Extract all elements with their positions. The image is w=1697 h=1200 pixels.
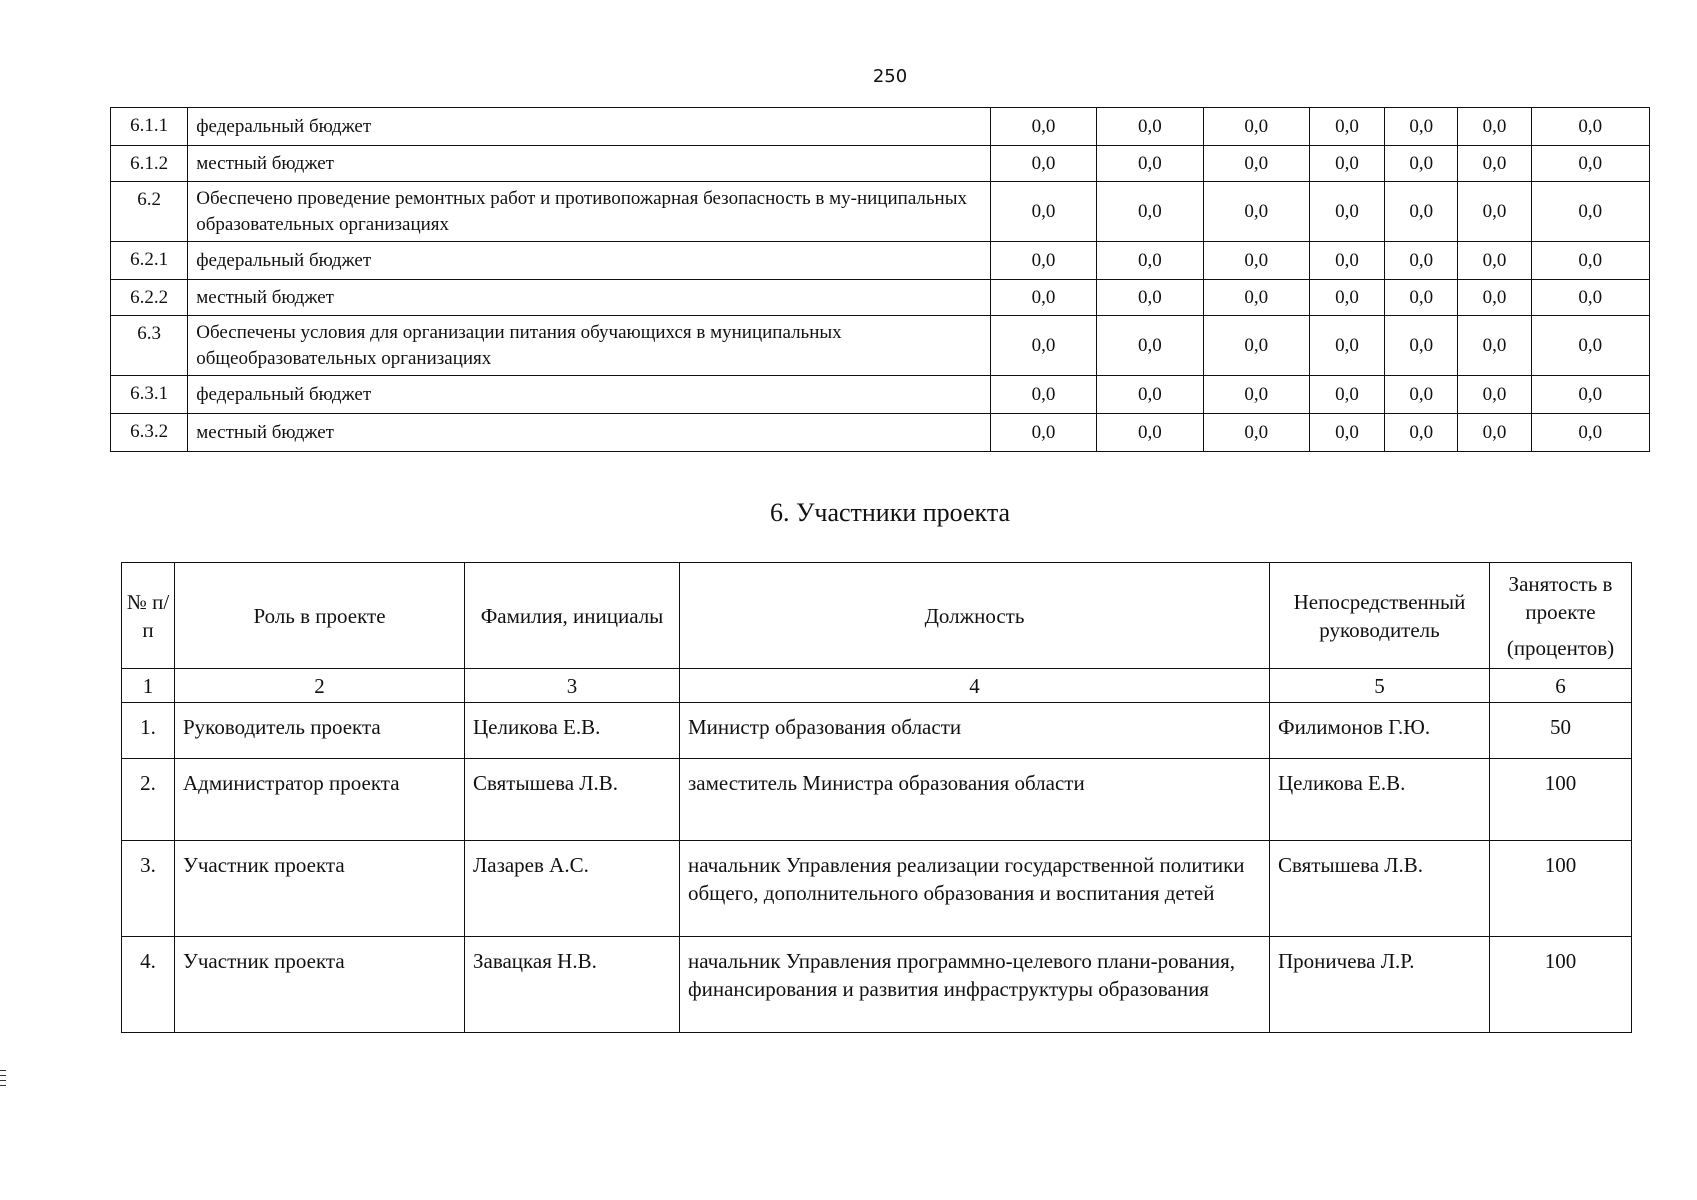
budget-value: 0,0 <box>1458 414 1531 452</box>
header-num: № п/п <box>122 563 175 669</box>
budget-value: 0,0 <box>1458 376 1531 414</box>
budget-row-name: Обеспечено проведение ремонтных работ и противопожарная безопасность в му-ниципальных образовательных организациях <box>188 182 991 242</box>
budget-value: 0,0 <box>990 146 1096 182</box>
budget-row-name: федеральный бюджет <box>188 376 991 414</box>
header-supervisor: Непосредственный руководитель <box>1270 563 1490 669</box>
budget-value: 0,0 <box>1203 376 1309 414</box>
budget-value: 0,0 <box>1458 182 1531 242</box>
budget-value: 0,0 <box>1385 108 1458 146</box>
budget-value: 0,0 <box>990 376 1096 414</box>
participant-name: Завацкая Н.В. <box>465 937 680 1033</box>
budget-value: 0,0 <box>1203 316 1309 376</box>
column-number: 4 <box>680 669 1270 703</box>
budget-row <box>111 182 1650 242</box>
budget-value: 0,0 <box>1309 182 1384 242</box>
budget-row-name: Обеспечены условия для организации питания обучающихся в муниципальных общеобразовательных организациях <box>188 316 991 376</box>
participant-position: начальник Управления программно-целевого плани-рования, финансирования и развития инфраструктуры образования <box>680 937 1270 1033</box>
participant-name: Святышева Л.В. <box>465 759 680 841</box>
budget-value: 0,0 <box>1097 182 1203 242</box>
participants-table <box>121 562 1632 1033</box>
budget-row-name: федеральный бюджет <box>188 108 991 146</box>
budget-value: 0,0 <box>1531 316 1649 376</box>
budget-row <box>111 376 1650 414</box>
budget-row-name: местный бюджет <box>188 146 991 182</box>
budget-row-code: 6.2.2 <box>111 280 188 316</box>
budget-value: 0,0 <box>1309 316 1384 376</box>
budget-table-body <box>111 108 1650 452</box>
participant-num: 1. <box>122 703 175 759</box>
budget-value: 0,0 <box>1203 280 1309 316</box>
participant-row <box>122 937 1632 1033</box>
participants-table-body <box>122 703 1632 1033</box>
budget-row-name: местный бюджет <box>188 280 991 316</box>
budget-row <box>111 316 1650 376</box>
budget-row <box>111 108 1650 146</box>
budget-value: 0,0 <box>1203 182 1309 242</box>
participant-role: Участник проекта <box>175 841 465 937</box>
budget-value: 0,0 <box>1531 182 1649 242</box>
participant-position: Министр образования области <box>680 703 1270 759</box>
participant-employment: 100 <box>1490 841 1632 937</box>
participant-employment: 50 <box>1490 703 1632 759</box>
budget-table <box>110 107 1650 452</box>
participant-supervisor: Целикова Е.В. <box>1270 759 1490 841</box>
budget-value: 0,0 <box>1458 242 1531 280</box>
budget-row-code: 6.2 <box>111 182 188 242</box>
header-employment-line1: Занятость в проекте <box>1508 571 1613 624</box>
column-number: 1 <box>122 669 175 703</box>
budget-row <box>111 280 1650 316</box>
budget-value: 0,0 <box>1309 242 1384 280</box>
budget-value: 0,0 <box>1309 376 1384 414</box>
header-employment <box>1490 563 1632 669</box>
margin-mark <box>0 1075 6 1076</box>
budget-value: 0,0 <box>1097 146 1203 182</box>
section-title: 6. Участники проекта <box>769 498 1011 527</box>
budget-row-code: 6.3.2 <box>111 414 188 452</box>
budget-value: 0,0 <box>1097 242 1203 280</box>
participant-position: начальник Управления реализации государственной политики общего, дополнительного образования и воспитания детей <box>680 841 1270 937</box>
budget-value: 0,0 <box>990 182 1096 242</box>
budget-row <box>111 146 1650 182</box>
budget-row-code: 6.2.1 <box>111 242 188 280</box>
participant-role: Участник проекта <box>175 937 465 1033</box>
participant-position: заместитель Министра образования области <box>680 759 1270 841</box>
participant-num: 2. <box>122 759 175 841</box>
column-number: 2 <box>175 669 465 703</box>
budget-value: 0,0 <box>1309 280 1384 316</box>
budget-value: 0,0 <box>1531 242 1649 280</box>
budget-value: 0,0 <box>1309 414 1384 452</box>
budget-value: 0,0 <box>990 316 1096 376</box>
header-name: Фамилия, инициалы <box>465 563 680 669</box>
budget-value: 0,0 <box>1097 414 1203 452</box>
budget-value: 0,0 <box>1203 108 1309 146</box>
budget-value: 0,0 <box>1203 242 1309 280</box>
budget-value: 0,0 <box>1385 146 1458 182</box>
budget-value: 0,0 <box>1385 280 1458 316</box>
margin-mark <box>0 1070 6 1071</box>
budget-value: 0,0 <box>990 242 1096 280</box>
budget-value: 0,0 <box>1531 146 1649 182</box>
budget-value: 0,0 <box>1458 146 1531 182</box>
participants-header-row <box>122 563 1632 669</box>
participant-employment: 100 <box>1490 937 1632 1033</box>
budget-value: 0,0 <box>1203 146 1309 182</box>
budget-row <box>111 414 1650 452</box>
budget-value: 0,0 <box>1531 280 1649 316</box>
margin-mark <box>0 1080 6 1081</box>
participant-num: 4. <box>122 937 175 1033</box>
budget-row-code: 6.3.1 <box>111 376 188 414</box>
budget-value: 0,0 <box>1097 108 1203 146</box>
budget-value: 0,0 <box>1458 108 1531 146</box>
participant-row <box>122 759 1632 841</box>
participant-name: Целикова Е.В. <box>465 703 680 759</box>
header-role: Роль в проекте <box>175 563 465 669</box>
budget-row-code: 6.3 <box>111 316 188 376</box>
budget-value: 0,0 <box>1385 376 1458 414</box>
header-employment-line2: (процентов) <box>1506 635 1615 660</box>
budget-value: 0,0 <box>990 108 1096 146</box>
budget-value: 0,0 <box>1097 316 1203 376</box>
participant-supervisor: Филимонов Г.Ю. <box>1270 703 1490 759</box>
participant-row <box>122 703 1632 759</box>
budget-row-name: местный бюджет <box>188 414 991 452</box>
participant-row <box>122 841 1632 937</box>
budget-value: 0,0 <box>1458 316 1531 376</box>
budget-value: 0,0 <box>1203 414 1309 452</box>
header-position: Должность <box>680 563 1270 669</box>
budget-row-code: 6.1.1 <box>111 108 188 146</box>
participant-supervisor: Святышева Л.В. <box>1270 841 1490 937</box>
column-number: 5 <box>1270 669 1490 703</box>
budget-row <box>111 242 1650 280</box>
budget-value: 0,0 <box>1097 280 1203 316</box>
budget-value: 0,0 <box>1531 376 1649 414</box>
participant-name: Лазарев А.С. <box>465 841 680 937</box>
participant-num: 3. <box>122 841 175 937</box>
column-number: 3 <box>465 669 680 703</box>
budget-value: 0,0 <box>1458 280 1531 316</box>
budget-value: 0,0 <box>1097 376 1203 414</box>
budget-value: 0,0 <box>990 280 1096 316</box>
budget-row-code: 6.1.2 <box>111 146 188 182</box>
budget-value: 0,0 <box>1531 108 1649 146</box>
participant-role: Администратор проекта <box>175 759 465 841</box>
budget-value: 0,0 <box>1385 316 1458 376</box>
participant-supervisor: Проничева Л.Р. <box>1270 937 1490 1033</box>
budget-value: 0,0 <box>1385 242 1458 280</box>
budget-value: 0,0 <box>990 414 1096 452</box>
budget-value: 0,0 <box>1385 414 1458 452</box>
column-numbers-row <box>122 669 1632 703</box>
page-number: 250 <box>872 66 908 87</box>
participant-employment: 100 <box>1490 759 1632 841</box>
margin-mark <box>0 1085 6 1086</box>
column-number: 6 <box>1490 669 1632 703</box>
budget-value: 0,0 <box>1309 108 1384 146</box>
margin-marks <box>0 1070 8 1190</box>
participant-role: Руководитель проекта <box>175 703 465 759</box>
budget-value: 0,0 <box>1531 414 1649 452</box>
budget-value: 0,0 <box>1309 146 1384 182</box>
budget-value: 0,0 <box>1385 182 1458 242</box>
budget-row-name: федеральный бюджет <box>188 242 991 280</box>
